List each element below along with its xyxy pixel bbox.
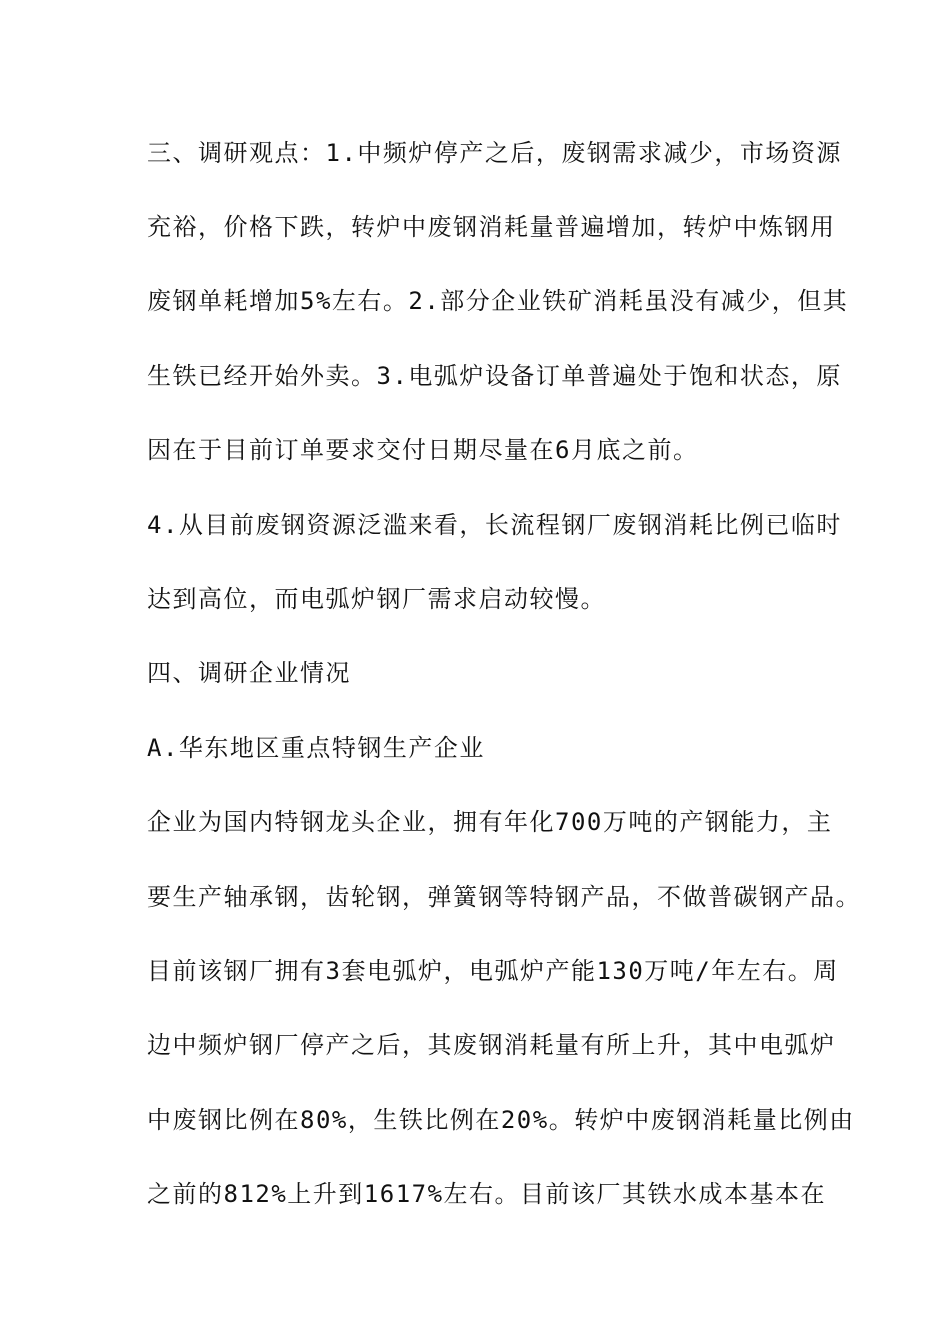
paragraph-line: 之前的812%上升到1617%左右。目前该厂其铁水成本基本在 <box>147 1180 827 1208</box>
paragraph-line: 三、调研观点：1.中频炉停产之后，废钢需求减少，市场资源 <box>147 139 842 167</box>
paragraph-line: 生铁已经开始外卖。3.电弧炉设备订单普遍处于饱和状态，原 <box>147 362 842 390</box>
paragraph-line: 废钢单耗增加5%左右。2.部分企业铁矿消耗虽没有减少，但其 <box>147 287 849 315</box>
paragraph-line: 企业为国内特钢龙头企业，拥有年化700万吨的产钢能力，主 <box>147 808 833 836</box>
section-heading: 四、调研企业情况 <box>147 659 351 687</box>
paragraph-line: 因在于目前订单要求交付日期尽量在6月底之前。 <box>147 436 699 464</box>
paragraph-line: 达到高位，而电弧炉钢厂需求启动较慢。 <box>147 585 606 613</box>
paragraph-line: 要生产轴承钢，齿轮钢，弹簧钢等特钢产品，不做普碳钢产品。 <box>147 883 861 911</box>
paragraph-line: 中废钢比例在80%，生铁比例在20%。转炉中废钢消耗量比例由 <box>147 1106 855 1134</box>
paragraph-line: 4.从目前废钢资源泛滥来看，长流程钢厂废钢消耗比例已临时 <box>147 511 842 539</box>
subsection-heading: A.华东地区重点特钢生产企业 <box>147 734 485 762</box>
paragraph-line: 充裕，价格下跌，转炉中废钢消耗量普遍增加，转炉中炼钢用 <box>147 213 836 241</box>
paragraph-line: 边中频炉钢厂停产之后，其废钢消耗量有所上升，其中电弧炉 <box>147 1031 836 1059</box>
paragraph-line: 目前该钢厂拥有3套电弧炉，电弧炉产能130万吨/年左右。周 <box>147 957 839 985</box>
